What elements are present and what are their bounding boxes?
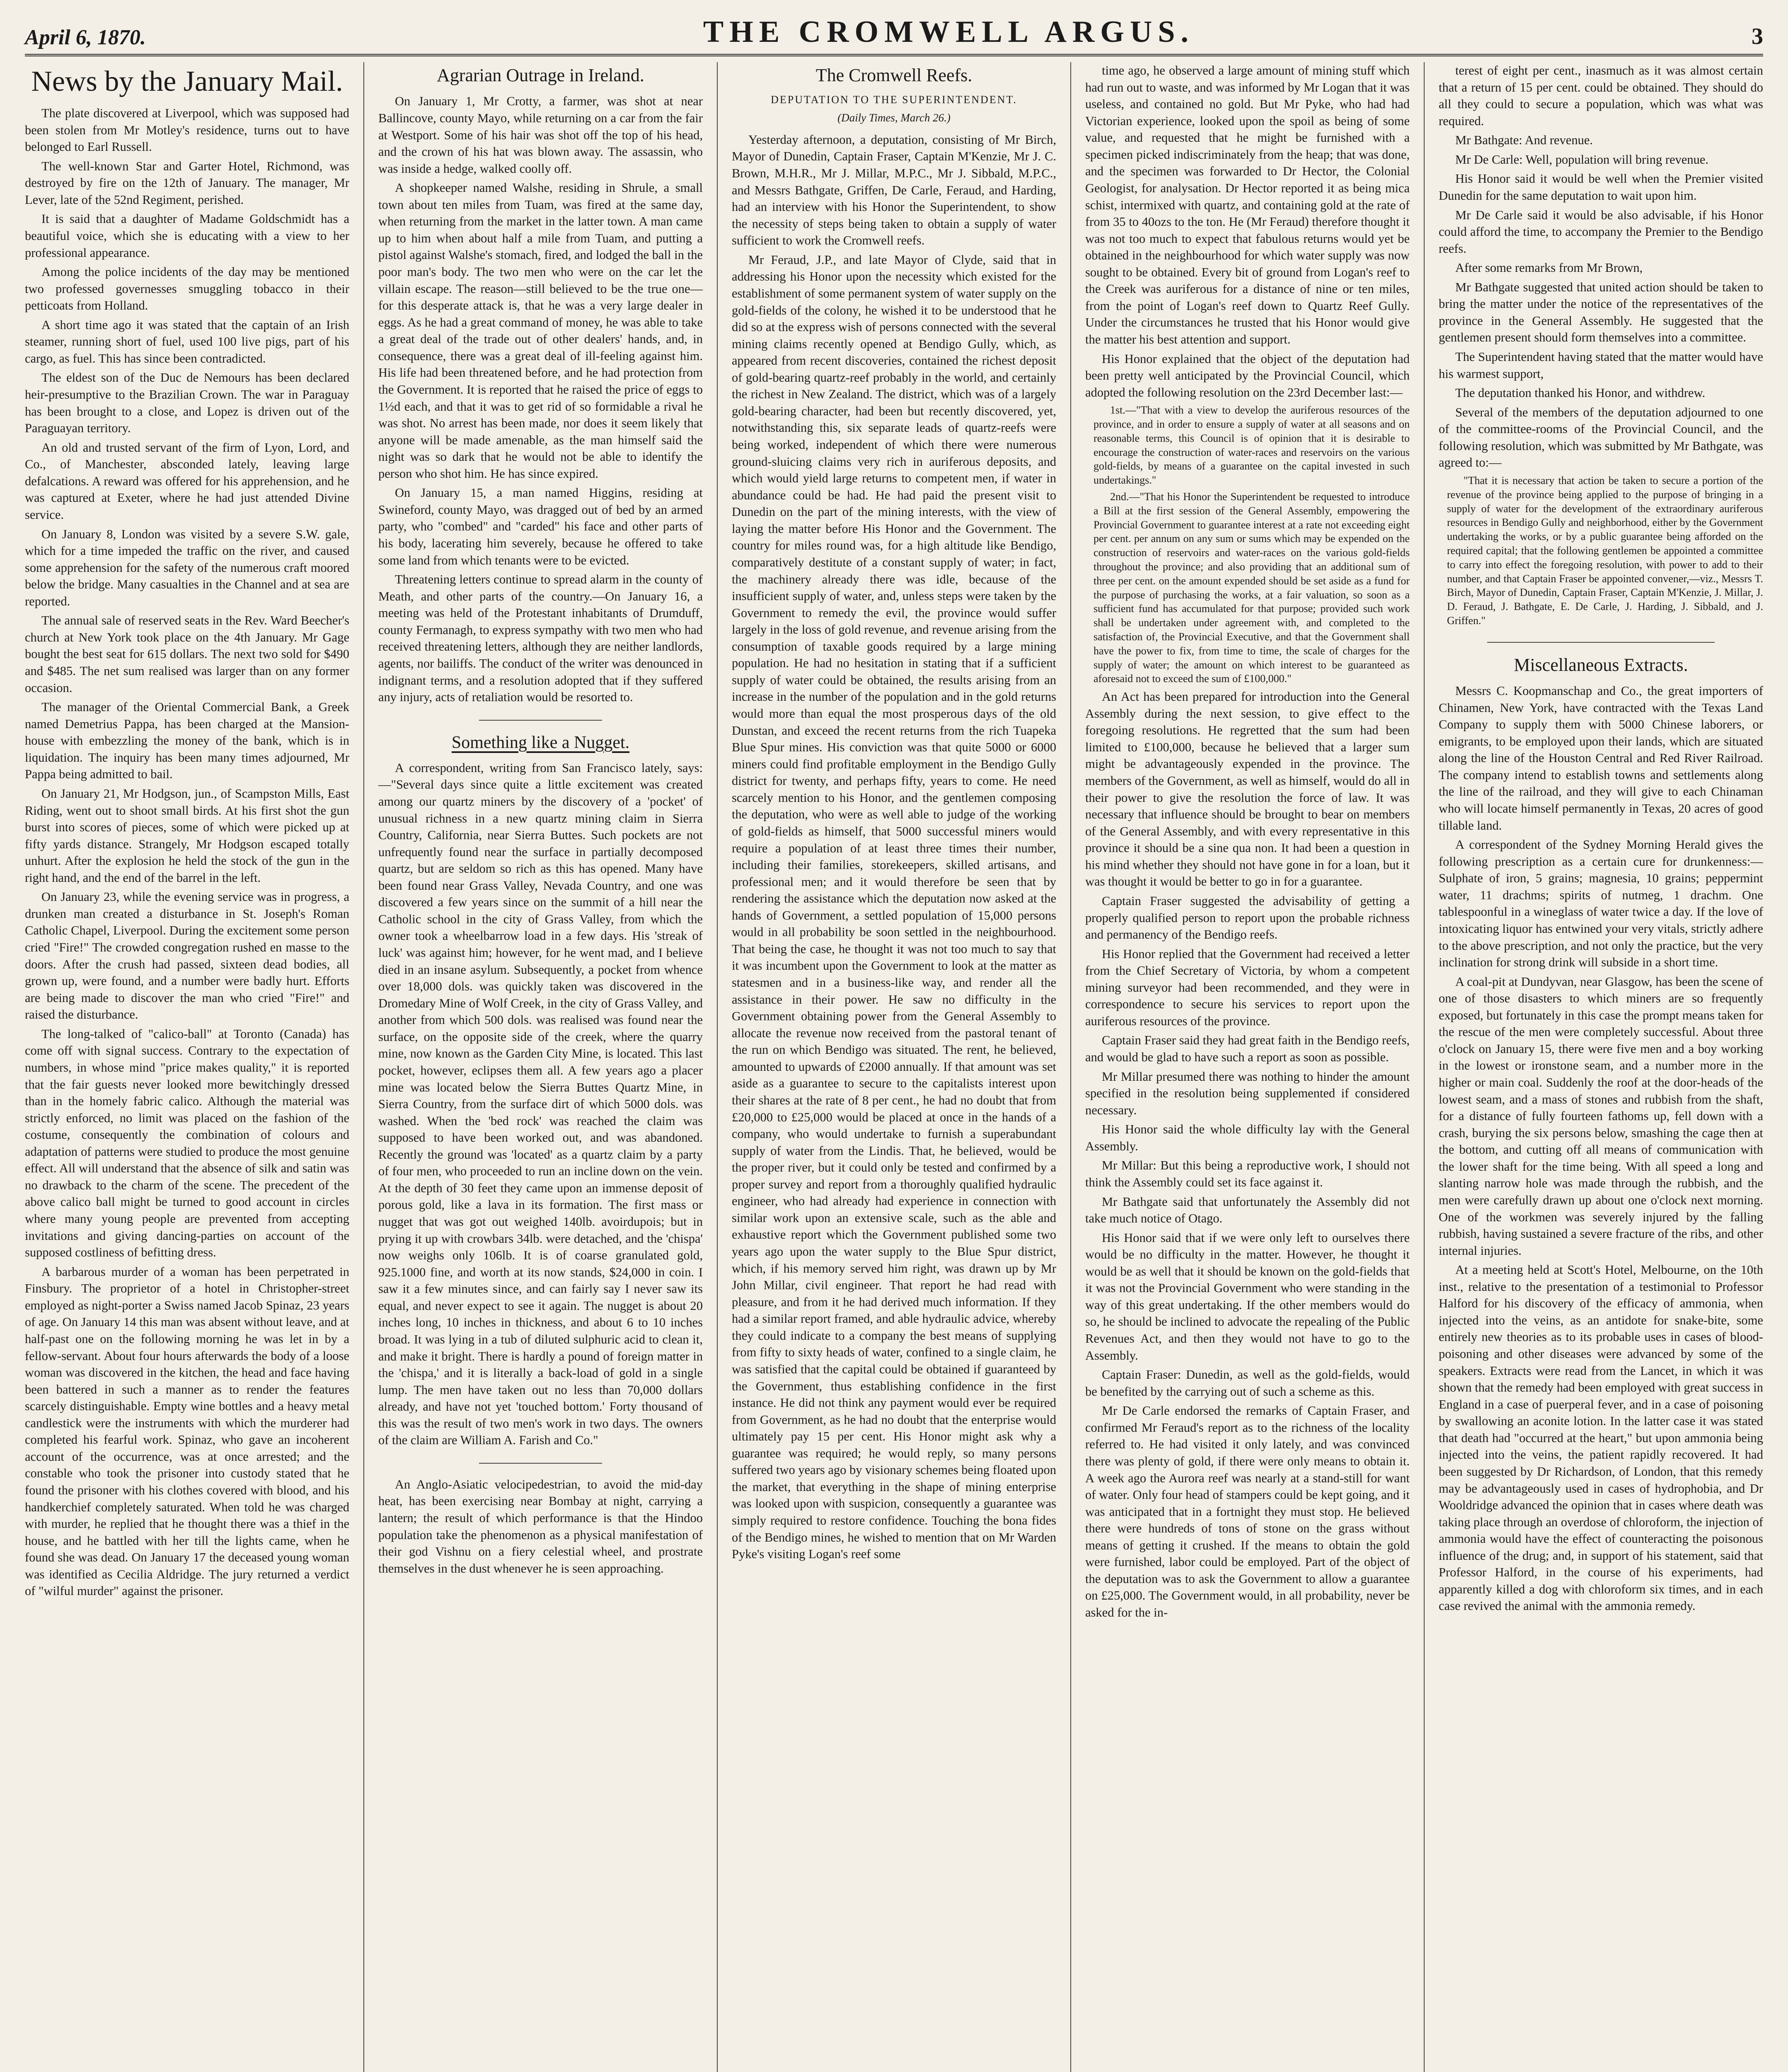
- section-heading: News by the January Mail.: [31, 65, 343, 97]
- column-1: [25, 62, 363, 2072]
- columns: [25, 62, 1763, 2072]
- paragraph: His Honor said it would be well when the Premier visited Dunedin for the same deputation to wait upon him.: [1439, 172, 1763, 203]
- paragraph: A correspondent of the Sydney Morning Herald gives the following prescription as a certain cure for drunkenness:—Sulphate of iron, 5 grains; magnesia, 10 grains; peppermint water, 11 drachms; spirits of nutmeg, 1 drachm. One tablespoonful in a wineglass of water twice a day. If the love of intoxicating liquor has entwined your very vitals, strictly adhere to the above prescription, and not only the practice, but the very inclination for strong drink will subside in a short time.: [1439, 838, 1763, 970]
- divider: [479, 720, 602, 721]
- newspaper-title: THE CROMWELL ARGUS.: [703, 15, 1194, 49]
- paragraph: It is said that a daughter of Madame Goldschmidt has a beautiful voice, which she is educating with a view to her professional appearance.: [25, 212, 349, 260]
- paragraph: The plate discovered at Liverpool, which was supposed had been stolen from Mr Motley's residence, turns out to have belonged to Earl Russell.: [25, 106, 349, 154]
- paragraph: time ago, he observed a large amount of mining stuff which had run out to waste, and was informed by Mr Logan that it was useless, and contained no gold. But Mr Pyke, who had had Victorian experience, looked upon the spoil as being of some value, and requested that he might be furnished with a specimen picked indiscriminately from the heap; that was done, and the specimen was forwarded to Dr Hector, the Colonial Geologist, for analysation. Dr Hector reported it as being mica schist, intermixed with quartz, and containing gold at the rate of from 35 to 40ozs to the ton. He (Mr Feraud) therefore thought it was not too much to expect that fabulous returns would yet be obtained in the neighbourhood for which water supply was now sought to be obtained. Every bit of ground from Logan's reef to the Creek was auriferous for a distance of nine or ten miles, from the point of Logan's reef down to Quartz Reef Gully. Under the circumstances he trusted that his Honor would give the matter his best attention and support.: [1085, 63, 1410, 346]
- section-heading: The Cromwell Reefs.: [815, 65, 973, 85]
- paragraph: The long-talked of "calico-ball" at Toronto (Canada) has come off with signal success. Contrary to the expectation of numbers, in whose mind "price makes quality," it is reported that the fair guests never looked more bewitchingly dressed than in the homely fabric calico. Although the material was strictly enforced, no limit was placed on the fashion of the costume, consequently the combination of colours and adaptation of patterns were studied to produce the most genuine effect. All will understand that the absence of silk and satin was no drawback to the charm of the scene. The precedent of the above calico ball might be turned to good account in circles where many young people are prevented from accepting invitations and giving dancing-parties on account of the supposed costliness of befitting dress.: [25, 1026, 349, 1260]
- article-body: [1085, 688, 1410, 1621]
- column-3: [717, 62, 1070, 2072]
- article-body: [732, 131, 1056, 1563]
- issue-date: April 6, 1870.: [25, 26, 146, 49]
- paragraph: Mr De Carle endorsed the remarks of Captain Fraser, and confirmed Mr Feraud's report as to the richness of the locality referred to. He had visited it only lately, and was convinced there was plenty of gold, if there were only means to obtain it. A week ago the Aurora reef was nearly at a stand-still for want of water. Only four head of stampers could be kept going, and it was anticipated that in a fortnight they must stop. He believed there were hundreds of tons of stone on the grass without means of getting it crushed. If the means to obtain the gold were furnished, labor could be employed. Part of the object of the deputation was to ask the Government to allow a guarantee on £25,000. The Government would, in all probability, never be asked for the in-: [1085, 1404, 1410, 1619]
- resolution-text: 1st.—"That with a view to develop the auriferous resources of the province, and in order to ensure a supply of water at all seasons and on reasonable terms, this Council is of opinion that it is desirable to encourage the construction of water-races and reservoirs on the various gold-fields, by means of a guarantee on the capital invested in such undertakings.": [1094, 404, 1410, 487]
- paragraph: A short time ago it was stated that the captain of an Irish steamer, running short of fuel, used 100 live pigs, part of his cargo, as fuel. This has since been contradicted.: [25, 317, 349, 366]
- resolution-text: "That it is necessary that action be taken to secure a portion of the revenue of the province being applied to the purpose of bringing in a supply of water for the development of the extraordinary auriferous resources in Bendigo Gully and neighborhood, either by the Government undertaking the works, or by a public guarantee being afforded on the required capital; that the following gentlemen be appointed a committee to carry into effect the foregoing resolution, with power to add to their number, and that Captain Fraser be appointed convener,—viz., Messrs T. Birch, Mayor of Dunedin, Captain Fraser, Captain M'Kenzie, J. Millar, J. D. Feraud, J. Bathgate, E. De Carle, J. Harding, J. Sibbald, and J. Griffen.": [1447, 474, 1763, 627]
- paragraph: Mr Feraud, J.P., and late Mayor of Clyde, said that in addressing his Honor upon the necessity which existed for the establishment of some permanent system of water supply on the gold-fields of the colony, he wished it to be understood that he did so at the express wish of persons connected with the several mining claims recently opened at Bendigo Gully, which, as appeared from recent discoveries, contained the richest deposit of gold-bearing quartz-reef probably in the world, and certainly the richest in New Zealand. The district, which was of a largely gold-bearing character, had been but recently discovered, yet, notwithstanding this, six separate leads of quartz-reefs were being worked, independent of which there were numerous ground-sluicing claims very rich in auriferous deposits, and which would yield large returns to competent men, if water in abundance could be had. He had paid the present visit to Dunedin on the part of the mining interests, with the view of laying the matter before His Honor and the Government. The country for miles round was, for a high altitude like Bendigo, comparatively destitute of a constant supply of water; in fact, the machinery already there was idle, because of the insufficient supply of water, and, unless steps were taken by the Government to remedy the evil, the province would suffer largely in the loss of gold revenue, and revenue arising from the consumption of taxable goods required by a large mining population. He had no hesitation in stating that if a sufficient supply of water could be obtained, the results arising from an increase in the number of the population and in the gold returns would more than equal the most prosperous days of the old Dunstan, and exceed the recent returns from the rich Tuapeka Blue Spur mines. His conviction was that quite 5000 or 6000 miners could find profitable employment in the Bendigo Gully district for twenty, and perhaps fifty, years to come. He need scarcely mention to his Honor, and the gentlemen composing the deputation, who were as well able to judge of the working of gold-fields as himself, that 5000 successful miners would require a population of at least three times their number, including their families, storekeepers, skilled artisans, and professional men; and it would therefore be seen that by rendering the assistance which the deputation now asked at the hands of Government, a settled population of 15,000 persons would in all probability be soon settled in the neighbourhood. That being the case, he thought it was not too much to say that it was incumbent upon the Government to look at the matter as statesmen and in a business-like way, and render all the assistance in their power. He saw no difficulty in the Government obtaining power from the General Assembly to allocate the revenue now received from the pastoral tenant of the run on which Bendigo was situated. The rent, he believed, amounted to upwards of £2000 annually. If that amount was set aside as a guarantee to secure to the capitalists interest upon their shares at the rate of 8 per cent., he had no doubt that from £20,000 to £25,000 would be placed at once in the hands of a company, who would undertake to furnish a superabundant supply of water from the Lindis. That, he believed, would be the proper river, but it could only be tested and confirmed by a proper survey and report from a thoroughly qualified hydraulic engineer, who had already had experience in connection with similar work upon an extensive scale, such as the able and exhaustive report which the Government published some two years ago upon the water supply to the Blue Spur district, which, if his memory served him right, was drawn up by Mr John Millar, civil engineer. That report he had read with pleasure, and from it he had derived much information. If they had a similar report framed, and able hydraulic advice, whereby they could indicate to a company the best means of supplying from fifty to sixty heads of water, confined to a single claim, he was satisfied that the capital could be obtained if guaranteed by the Government, thus establishing confidence in the first instance. He did not think any payment would ever be required from Government, as he had no doubt that the enterprise would ultimately pay 15 per cent. His Honor might ask why a guarantee was required; he would reply, so many persons suffered two years ago by visionary schemes being floated upon the market, that everything in the shape of mining enterprise was looked upon with suspicion, consequently a guarantee was simply required to restore confidence. Touching the bona fides of the Bendigo mines, he wished to mention that on Mr Warden Pyke's visiting Logan's reef some: [732, 252, 1056, 1561]
- paragraph: The manager of the Oriental Commercial Bank, a Greek named Demetrius Pappa, has been charged at the Mansion-house with embezzling the money of the bank, which is in liquidation. The inquiry has been many times adjourned, Mr Pappa being admitted to bail.: [25, 700, 349, 782]
- paragraph: On January 1, Mr Crotty, a farmer, was shot at near Ballincove, county Mayo, while returning on a car from the fair at Westport. Some of his hair was shot off the top of his head, and the crown of his hat was blown away. The assassin, who was inside a hedge, walked coolly off.: [378, 94, 703, 176]
- paragraph: Among the police incidents of the day may be mentioned two professed governesses smuggling tobacco in their petticoats from Holland.: [25, 265, 349, 313]
- paragraph: Mr De Carle: Well, population will bring revenue.: [1455, 152, 1709, 167]
- article-body: [1439, 683, 1763, 1615]
- paragraph: Captain Fraser: Dunedin, as well as the gold-fields, would be benefited by the carrying out of such a scheme as this.: [1085, 1368, 1410, 1399]
- paragraph: His Honor said that if we were only left to ourselves there would be no difficulty in the matter. However, he thought it would be as well that it should be known on the gold-fields that it was not the Provincial Government who were standing in the way of this great undertaking. If the other members would do so, he should be inclined to advocate the repealing of the Public Revenues Act, and then they would not have to go to the Assembly.: [1085, 1230, 1410, 1363]
- column-4: [1070, 62, 1424, 2072]
- page-number: 3: [1752, 24, 1763, 49]
- paragraph: Mr Millar: But this being a reproductive work, I should not think the Assembly could set its face against it.: [1085, 1158, 1410, 1189]
- paragraph: His Honor replied that the Government had received a letter from the Chief Secretary of Victoria, by whom a competent mining surveyor had been recommended, and they were in correspondence to secure his services to report upon the auriferous resources of the province.: [1085, 946, 1410, 1028]
- paragraph: At a meeting held at Scott's Hotel, Melbourne, on the 10th inst., relative to the presentation of a testimonial to Professor Halford for his discovery of the efficacy of ammonia, when injected into the veins, as an antidote for snake-bite, some entirely new theories as to its probable uses in cases of blood-poisoning and other diseases were advanced by some of the speakers. Extracts were read from the Lancet, in which it was shown that the remedy had been employed with great success in England in a case of puerperal fever, and in a case of poisoning by swallowing an aconite lotion. In the latter case it was stated that death had "occurred at the heart," but upon ammonia being injected into the veins, the patient rapidly recovered. It had been suggested by Dr Richardson, of London, that this remedy may be advantageously used in cases of hydrophobia, and Dr Wooldridge advanced the opinion that in cases where death was taking place through an overdose of chloroform, the injection of ammonia would have the effect of counteracting the poisonous influence of the drug; and, in support of his statement, said that Professor Halford, in the course of his experiments, had apparently killed a dog with chloroform six times, and in each case revived the animal with the ammonia remedy.: [1439, 1263, 1763, 1613]
- paragraph: On January 23, while the evening service was in progress, a drunken man created a disturbance in St. Joseph's Roman Catholic Chapel, Liverpool. During the excitement some person cried "Fire!" The crowded congregation rushed en masse to the doors. After the crush had passed, sixteen dead bodies, all grown up, were found, and a number were badly hurt. Efforts are being made to discover the man who cried "Fire!" and raised the disturbance.: [25, 890, 349, 1022]
- resolution-text: 2nd.—"That his Honor the Superintendent be requested to introduce a Bill at the first session of the General Assembly, empowering the Provincial Government to guarantee interest at a rate not exceeding eight per cent. per annum on any sum or sums which may be expended on the construction of reservoirs and water-races on the various gold-fields throughout the province; and also providing that an additional sum of three per cent. on the amount expended should be set aside as a fund for the purpose of purchasing the works, at a fair valuation, so soon as a sufficient fund has accumulated for that purpose; provided such work shall be undertaken under agreement with, and completed to the satisfaction of, the Provincial Executive, and that the Government shall have the power to fix, from time to time, the scale of charges for the supply of water; the amount on which interest to be guaranteed as aforesaid not to exceed the sum of £100,000.": [1094, 491, 1410, 685]
- article-body: [378, 760, 703, 1449]
- paragraph: A barbarous murder of a woman has been perpetrated in Finsbury. The proprietor of a hotel in Christopher-street employed as night-porter a Swiss named Jacob Spinaz, 23 years of age. On January 14 this man was absent without leave, and at half-past one on the following morning he was let in by a fellow-servant. About four hours afterwards the body of a loose woman was discovered in the kitchen, the head and face having been battered in such a manner as to render the features scarcely distinguishable. Empty wine bottles and a heavy metal candlestick were the instruments with which the murderer had completed his fearful work. Spinaz, who gave an incoherent account of the occurrence, was at once arrested; and the constable who took the prisoner into custody stated that he found the prisoner with his clothes covered with blood, and his handkerchief completely saturated. When told he was charged with murder, he replied that he thought there was a thief in the house, and he battled with her till the lights came, when he found she was dead. On January 17 the deceased young woman was identified as Cecilia Aldridge. The jury returned a verdict of "wilful murder" against the prisoner.: [25, 1264, 349, 1598]
- article-body: [378, 93, 703, 705]
- paragraph: After some remarks from Mr Brown,: [1455, 261, 1643, 275]
- column-5: [1424, 62, 1763, 2072]
- section-heading: Something like a Nugget.: [451, 733, 630, 752]
- paragraph: His Honor said the whole difficulty lay with the General Assembly.: [1085, 1122, 1410, 1153]
- paragraph: An Anglo-Asiatic velocipedestrian, to avoid the mid-day heat, has been exercising near Bombay at night, carrying a lantern; the result of which performance is that the Hindoo population take the phenomenon as a physical manifestation of their god Vishnu on a fiery celestial wheel, and prostrate themselves in the dust whenever he is seen approaching.: [378, 1477, 703, 1576]
- divider: [479, 1463, 602, 1464]
- paragraph: Mr Bathgate: And revenue.: [1455, 133, 1593, 148]
- paragraph: The deputation thanked his Honor, and withdrew.: [1455, 386, 1706, 400]
- paragraph: Captain Fraser said they had great faith in the Bendigo reefs, and would be glad to have such a report as soon as possible.: [1085, 1033, 1410, 1064]
- paragraph: Messrs C. Koopmanschap and Co., the great importers of Chinamen, New York, have contracted with the Texas Land Company to supply them with 5000 Chinese laborers, or emigrants, to be employed upon their lands, which are situated along the line of the Houston Central and Red River Railroad. The company intend to establish towns and settlements along the line of the railroad, and they will give to each Chinaman who will locate himself permanently in Texas, 20 acres of good tillable land.: [1439, 684, 1763, 833]
- article-body: [1439, 62, 1763, 471]
- article-body: [25, 105, 349, 1600]
- paragraph: Yesterday afternoon, a deputation, consisting of Mr Birch, Mayor of Dunedin, Captain Fraser, Captain M'Kenzie, Mr J. C. Brown, M.H.R., Mr J. Millar, M.P.C., Mr J. Sibbald, M.P.C., and Messrs Bathgate, Griffen, De Carle, Feraud, and Harding, had an interview with his Honor the Superintendent, to show the necessity of steps being taken to obtain a supply of water sufficient to work the Cromwell reefs.: [732, 132, 1056, 248]
- paragraph: Threatening letters continue to spread alarm in the county of Meath, and other parts of the country.—On January 16, a meeting was held of the Protestant inhabitants of Drumduff, county Fermanagh, to express sympathy with two men who had received threatening letters, although they are neither landlords, agents, nor bailiffs. The conduct of the writer was denounced in indignant terms, and a resolution adopted that if they suffered any injury, acts of retaliation would be resorted to.: [378, 572, 703, 704]
- article-body: [1085, 62, 1410, 401]
- column-2: [363, 62, 717, 2072]
- masthead: [25, 8, 1763, 56]
- paragraph: The Superintendent having stated that the matter would have his warmest support,: [1439, 350, 1763, 381]
- paragraph: The annual sale of reserved seats in the Rev. Ward Beecher's church at New York took place on the 4th January. Mr Gage bought the best seat for 615 dollars. The next two sold for $490 and $485. The net sum realised was larger than on any former occasion.: [25, 613, 349, 695]
- paragraph: Mr Millar presumed there was nothing to hinder the amount specified in the resolution being supplemented if considered necessary.: [1085, 1069, 1410, 1117]
- paragraph: On January 8, London was visited by a severe S.W. gale, which for a time impeded the traffic on the river, and caused some apprehension for the safety of the numerous craft moored below the bridge. Many casualties in the Channel and at sea are reported.: [25, 527, 349, 608]
- paragraph: On January 15, a man named Higgins, residing at Swineford, county Mayo, was dragged out of bed by an armed party, who "combed" and "carded" his face and other parts of his body, lacerating him severely, because he offered to take some land from which tenants were to be evicted.: [378, 486, 703, 567]
- paragraph: terest of eight per cent., inasmuch as it was almost certain that a return of 15 per cent. could be obtained. They should do all they could to secure a population, which was what was required.: [1439, 63, 1763, 128]
- paragraph: The well-known Star and Garter Hotel, Richmond, was destroyed by fire on the 12th of January. The manager, Mr Lever, late of the 52nd Regiment, perished.: [25, 159, 349, 207]
- paragraph: Mr Bathgate suggested that united action should be taken to bring the matter under the notice of the representatives of the province in the General Assembly. He suggested that the gentlemen present should form themselves into a committee.: [1439, 280, 1763, 345]
- paragraph: A correspondent, writing from San Francisco lately, says:—"Several days since quite a little excitement was created among our quartz miners by the discovery of a 'pocket' of unusual richness in a new quartz mining claim in Sierra Country, California, near Sierra Buttes. Such pockets are not unfrequently found near the surface in partially decomposed quartz, but are seldom so rich as this has opened. Many have been found near Grass Valley, Nevada Country, and one was discovered a few years since on the summit of a hill near the Catholic school in the city of Grass Valley, from which the owner took a wheelbarrow load in a few days. His 'streak of luck' was against him; however, for he went mad, and I believe died in an insane asylum. Subsequently, a pocket from whence over 18,000 dols. was quickly taken was discovered in the Dromedary Mine of Wolf Creek, in the city of Grass Valley, and another from which 500 dols. was realised was found near the surface, on the opposite side of the creek, where the quarry mine, now known as the Garden City Mine, is located. This last pocket, however, eclipses them all. A few years ago a placer mine was located below the Sierra Buttes Quartz Mine, in Sierra Country, from the surface dirt of which 5000 dols. was washed. When the 'bed rock' was reached the claim was supposed to have been worked out, and was abandoned. Recently the ground was 'located' as a quartz claim by a party of four men, who proceeded to run an incline down on the vein. At the depth of 30 feet they came upon an immense deposit of porous gold, like a lava in its formation. The first mass or nugget that was got out weighed 140lb. avoirdupois; but in prying it up with crowbars 34lb. were detached, and the 'chispa' now weighs only 106lb. It is of coarse granulated gold, 925.1000 fine, and worth at its now stands, $24,000 in coin. I saw it a few minutes since, and can fairly say I never saw its equal, and never expect to see it again. The nugget is about 20 inches long, 10 inches in thickness, and about 6 to 10 inches broad. It was lying in a tub of diluted sulphuric acid to clean it, and make it bright. There is hardly a pound of foreign matter in the 'chispa,' and it is literally a back-load of gold in a single lump. The men have taken out no less than 70,000 dollars already, and have not yet 'touched bottom.' Forty thousand of this was the result of two men's work in two days. The owners of the claim are William A. Farish and Co.": [378, 760, 703, 1447]
- article-body: [378, 1476, 703, 1577]
- divider: [1487, 642, 1714, 643]
- paragraph: Mr De Carle said it would be also advisable, if his Honor could afford the time, to accompany the Premier to the Bendigo reefs.: [1439, 208, 1763, 256]
- paragraph: On January 21, Mr Hodgson, jun., of Scampston Mills, East Riding, went out to shoot small birds. At his first shot the gun burst into scores of pieces, some of which were picked up at fifty yards distance. Strangely, Mr Hodgson escaped totally unhurt. After the explosion he held the stock of the gun in the right hand, and the end of the barrel in the left.: [25, 786, 349, 885]
- paragraph: An old and trusted servant of the firm of Lyon, Lord, and Co., of Manchester, absconded lately, leaving large defalcations. A reward was offered for his apprehension, and he was captured at Exeter, where he had just attended Divine service.: [25, 440, 349, 522]
- paragraph: The eldest son of the Duc de Nemours has been declared heir-presumptive to the Brazilian Crown. The war in Paraguay has been brought to a close, and Lopez is driven out of the Paraguayan territory.: [25, 370, 349, 436]
- paragraph: Mr Bathgate said that unfortunately the Assembly did not take much notice of Otago.: [1085, 1194, 1410, 1226]
- paragraph: Captain Fraser suggested the advisability of getting a properly qualified person to report upon the probable richness and permanency of the Bendigo reefs.: [1085, 893, 1410, 942]
- paragraph: A coal-pit at Dundyvan, near Glasgow, has been the scene of one of those disasters to which miners are so frequently exposed, but fortunately in this case the prompt means taken for the rescue of the men were completely successful. About three o'clock on January 15, there were five men and a boy working in the lowest or ironstone seam, and a number more in the higher or main coal. Suddenly the roof at the door-heads of the lowest seam, and a mass of stones and rubbish from the shaft, for a distance of fully fourteen fathoms up, fell down with a crash, burying the six persons below, smashing the cage then at the bottom, and cutting off all means of communication with the lower shaft for the time being. With all speed a long and slanting narrow hole was made through the rubbish, and the men were carefully drawn up about one o'clock next morning. One of the workmen was severely injured by the falling rubbish, having sustained a severe fracture of the ribs, and other internal injuries.: [1439, 974, 1763, 1258]
- subheading: DEPUTATION TO THE SUPERINTENDENT.: [771, 94, 1017, 106]
- source-line: (Daily Times, March 26.): [837, 111, 951, 124]
- paragraph: A shopkeeper named Walshe, residing in Shrule, a small town about ten miles from Tuam, was fired at the same day, when returning from the market in the latter town. A man came up to him when about half a mile from Tuam, and putting a pistol against Walshe's stomach, fired, and lodged the ball in the poor man's body. The two men who were on the car let the villain escape. The reason—still believed to be the true one—for this desperate attack is, that he was a very large dealer in eggs. As he had a great command of money, he was able to take a great deal of the trade out of other dealers' hands, and, in consequence, there was a great deal of ill-feeling against him. His life had been threatened before, and he had protection from the Government. It is reported that he raised the price of eggs to 1½d each, and that it was to get rid of so formidable a rival he was shot. No arrest has been made, nor does it seem likely that anyone will be made amenable, as the man himself said the night was so dark that he would not be able to identify the person who shot him. He has since expired.: [378, 181, 703, 481]
- resolution-block: [1085, 403, 1410, 686]
- paragraph: An Act has been prepared for introduction into the General Assembly during the next session, to give effect to the foregoing resolutions. He regretted that the sum had been limited to £100,000, because he believed that a larger sum might be advantageously expended in the province. The members of the Government, as well as himself, would do all in their power to give the resolution the force of law. It was necessary that influence should be brought to bear on members of the General Assembly, and with every representative in this province it should be a sine qua non. It had been a question in his mind whether they should not have gone in for a loan, but it was thought it would be better to go in for a guarantee.: [1085, 690, 1410, 889]
- paragraph: Several of the members of the deputation adjourned to one of the committee-rooms of the Provincial Council, and the following resolution, which was submitted by Mr Bathgate, was agreed to:—: [1439, 405, 1763, 470]
- section-heading: Miscellaneous Extracts.: [1514, 654, 1688, 675]
- paragraph: His Honor explained that the object of the deputation had been pretty well anticipated by the Provincial Council, which adopted the following resolution on the 23rd December last:—: [1085, 351, 1410, 399]
- section-heading: Agrarian Outrage in Ireland.: [437, 65, 644, 85]
